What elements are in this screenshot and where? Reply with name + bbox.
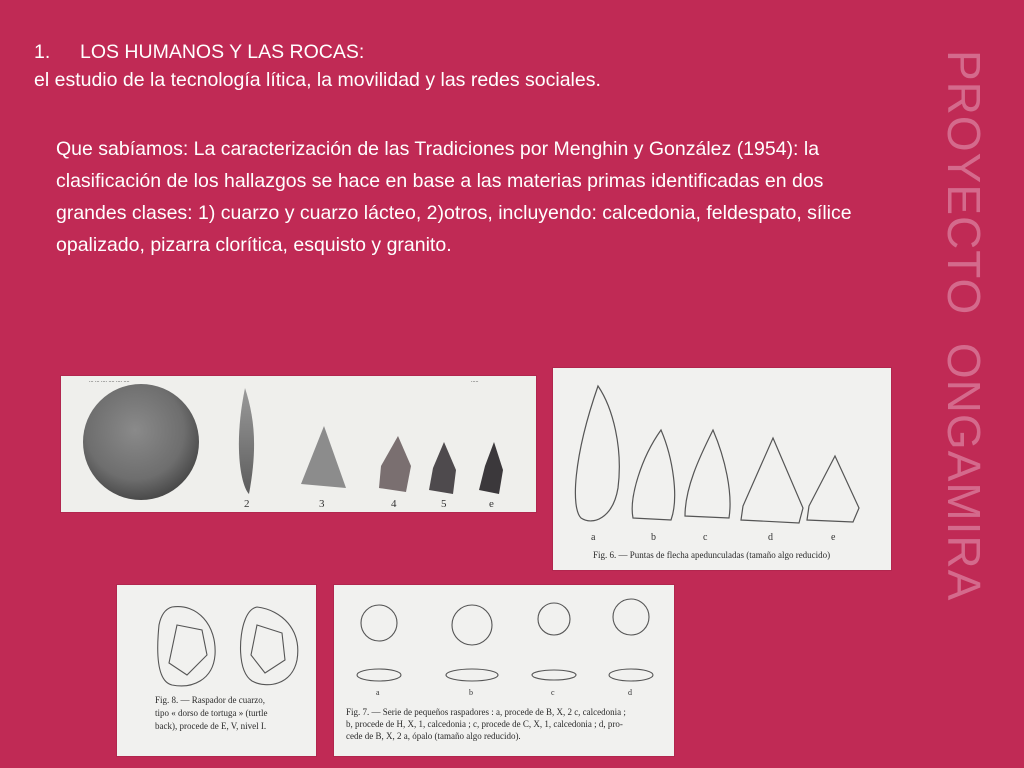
heading: [34, 40, 754, 92]
svg-text:... ... .... .... .... ....: ... ... .... .... .... ....: [89, 378, 130, 384]
side-title: PROYECTO ONGAMIRA: [938, 50, 990, 602]
plate4-label: c: [551, 688, 555, 697]
plate1-label: 3: [319, 498, 325, 510]
arrowhead-drawing: [553, 368, 891, 570]
plate1-label: 4: [391, 498, 397, 510]
plate1-label: 5: [441, 498, 447, 510]
arrowhead-drawing-plate: [553, 368, 891, 570]
artifact-photo: [61, 376, 536, 512]
plate3-caption-line: Fig. 8. — Raspador de cuarzo,: [155, 695, 265, 705]
stone-disk: [83, 384, 199, 500]
svg-text:.....: .....: [471, 378, 479, 384]
plate2-label: c: [703, 532, 708, 543]
plate2-caption: Fig. 6. — Puntas de flecha apedunculadas (tamaño algo reducido): [593, 550, 831, 560]
heading-subtitle: el estudio de la tecnología lítica, la movilidad y las redes sociales.: [34, 69, 601, 91]
heading-title: LOS HUMANOS Y LAS ROCAS:: [80, 41, 365, 63]
scraper-drawing-plate: [117, 585, 316, 756]
plate4-label: d: [628, 688, 632, 697]
plate3-caption-line: back), procede de E, V, nivel I.: [155, 721, 267, 731]
small-scrapers-drawing: [334, 585, 674, 756]
plate4-label: a: [376, 688, 380, 697]
plate4-caption-line: cede de B, X, 2 a, ópalo (tamaño algo reducido).: [346, 731, 521, 741]
body-paragraph: Que sabíamos: La caracterización de las Tradiciones por Menghin y González (1954): la clasificación de los hallazgos se hace en base a las materias primas identificadas en dos grandes clases: 1) cuarzo y cuarzo lácteo, 2)otros, incluyendo: calcedonia, feldespato, sílice opalizado, pizarra clorítica, esquisto y granito.: [56, 138, 852, 256]
plate2-label: e: [831, 532, 836, 543]
artifact-photo-plate: [61, 376, 536, 512]
plate1-label: e: [489, 498, 494, 510]
plate3-caption-line: tipo « dorso de tortuga » (turtle: [155, 708, 268, 718]
plate4-caption-line: Fig. 7. — Serie de pequeños raspadores : a, procede de B, X, 2 c, calcedonia ;: [346, 707, 626, 717]
scraper-drawing: [117, 585, 316, 756]
plate2-label: b: [651, 532, 656, 543]
plate2-label: d: [768, 532, 773, 543]
plate4-caption-line: b, procede de H, X, 1, calcedonia ; c, procede de C, X, 1, calcedonia ; d, pro-: [346, 719, 623, 729]
plate2-label: a: [591, 532, 596, 543]
plate4-label: b: [469, 688, 473, 697]
heading-number: 1.: [34, 41, 51, 63]
plate1-label: 2: [244, 498, 250, 510]
small-scrapers-plate: [334, 585, 674, 756]
